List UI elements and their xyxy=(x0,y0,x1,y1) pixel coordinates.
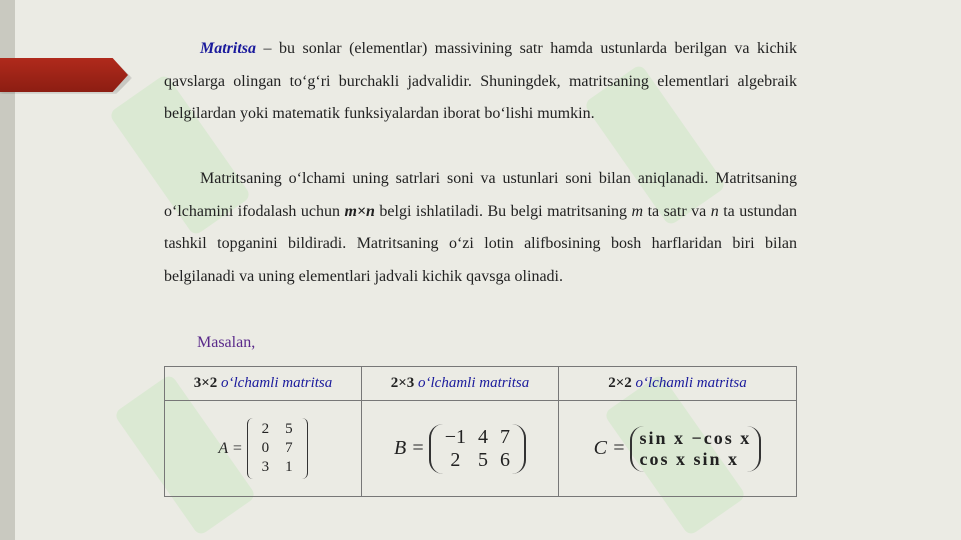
paragraph-size xyxy=(164,163,797,293)
size-text-b: belgi ishlatiladi. Bu belgi matritsaning xyxy=(374,202,632,220)
header-2x2: 2×2 o‘lchamli matritsa xyxy=(558,367,796,401)
matrix-c-name: C = xyxy=(593,437,626,459)
size-text-a: Matritsaning o‘lchami uning satrlari soni va ustunlari soni bilan aniqlanadi. Matritsaning o‘lchamini ifodalash uchun xyxy=(164,170,797,220)
table-matrix-row xyxy=(165,401,797,497)
table-header-row xyxy=(165,367,797,401)
matrix-a: 2 5 0 7 3 1 xyxy=(247,418,308,479)
matrix-b-name: B = xyxy=(393,437,425,459)
header-3x2: 3×2 o‘lchamli matritsa xyxy=(165,367,362,401)
header-2x3: 2×3 o‘lchamli matritsa xyxy=(361,367,558,401)
term-matritsa: Matritsa xyxy=(200,40,257,57)
cell-matrix-b xyxy=(361,401,558,497)
size-text-c: ta satr va xyxy=(643,202,711,220)
example-label: Masalan, xyxy=(197,334,256,351)
definition-text: – bu sonlar (elementlar) massivining satr hamda ustunlarda berilgan va kichik qavslarga olingan to‘g‘ri burchakli jadvalidir. Shuningdek, matritsaning elementlari algebraik belgilardan yoki matematik funksiyalardan iborat bo‘lishi mumkin. xyxy=(164,40,797,122)
size-text-d: ta ustundan tashkil topganini bildiradi. Matritsaning o‘zi lotin alifbosining bosh harflaridan biri bilan belgilanadi va uning elementlari jadvali kichik qavsga olinadi. xyxy=(164,202,797,285)
mn-symbol: m×n xyxy=(344,202,375,220)
matrix-examples-table xyxy=(164,366,797,497)
cell-matrix-c xyxy=(558,401,796,497)
paragraph-definition xyxy=(164,33,797,131)
red-ribbon-decoration xyxy=(0,58,128,92)
m-symbol: m xyxy=(631,202,644,220)
matrix-b: −1 4 7 2 5 6 xyxy=(429,424,526,474)
matrix-c: sin x −cos x cos x sin x xyxy=(630,426,762,472)
n-symbol: n xyxy=(710,202,719,220)
cell-matrix-a xyxy=(165,401,362,497)
matrix-a-name: A = xyxy=(218,439,243,457)
